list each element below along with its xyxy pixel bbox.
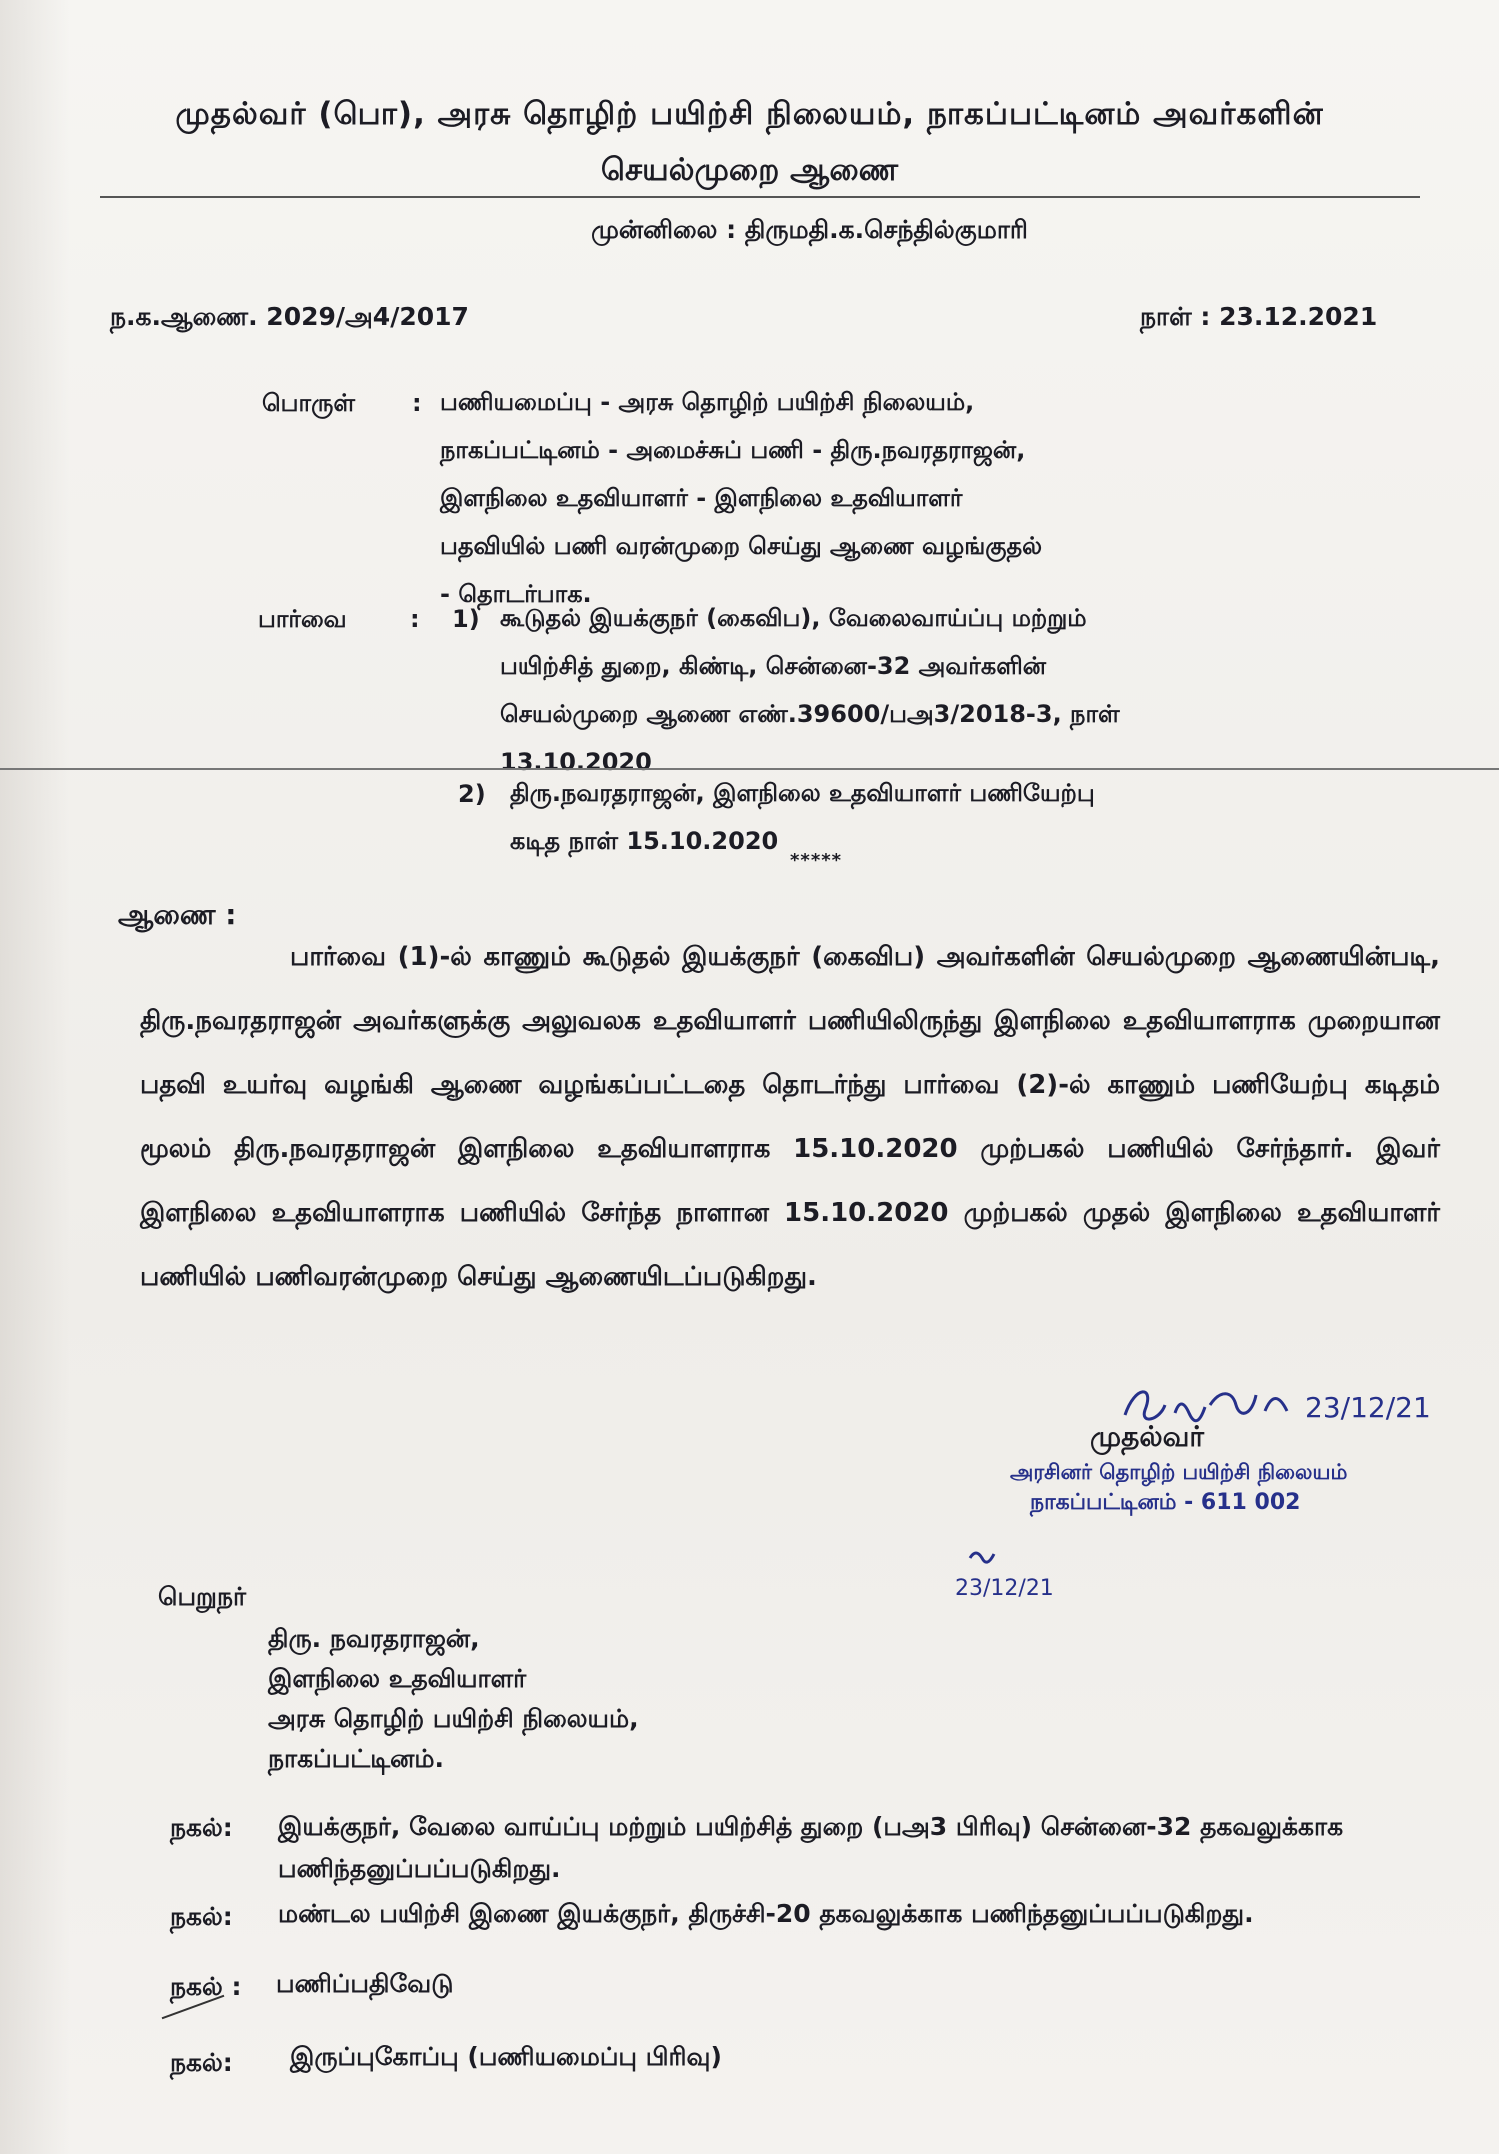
copy-label: நகல்: xyxy=(170,2048,233,2077)
office-stamp-line1: அரசினர் தொழிற் பயிற்சி நிலையம் xyxy=(1010,1460,1348,1484)
reference-line: பயிற்சித் துறை, கிண்டி, சென்னை-32 அவர்களின் xyxy=(500,652,1046,680)
reference-number: ந.க.ஆணை. 2029/அ4/2017 xyxy=(110,302,469,331)
reference-line: திரு.நவரதராஜன், இளநிலை உதவியாளர் பணியேற்பு xyxy=(510,779,1095,807)
subject-line: நாகப்பட்டினம் - அமைச்சுப் பணி - திரு.நவரதராஜன், xyxy=(440,436,1026,464)
order-heading: ஆணை : xyxy=(118,898,237,931)
reference-1-block xyxy=(500,594,1220,786)
subject-block xyxy=(440,378,1210,618)
subject-label: பொருள் xyxy=(262,389,355,417)
reference-label: பார்வை xyxy=(258,605,347,633)
recipient-label: பெறுநர் xyxy=(158,1582,247,1611)
reference-line: 13.10.2020 xyxy=(500,748,652,776)
copy-line: இயக்குநர், வேலை வாய்ப்பு மற்றும் பயிற்சித் துறை (பஅ3 பிரிவு) சென்னை-32 தகவலுக்காக xyxy=(278,1812,1344,1841)
copy-3 xyxy=(276,1963,1376,2005)
document-title: முதல்வர் (பொ), அரசு தொழிற் பயிற்சி நிலையம், நாகப்பட்டினம் அவர்களின் xyxy=(175,96,1324,132)
copy-label: நகல்: xyxy=(170,1902,233,1931)
dispatch-initial xyxy=(950,1540,1070,1610)
reference-line: கூடுதல் இயக்குநர் (கைவிப), வேலைவாய்ப்பு மற்றும் xyxy=(500,604,1087,632)
reference-2-number: 2) xyxy=(458,780,486,808)
page-edge-shadow xyxy=(0,0,70,2154)
reference-line: செயல்முறை ஆணை எண்.39600/பஅ3/2018-3, நாள் xyxy=(500,700,1120,728)
reference-line: கடித நாள் 15.10.2020 xyxy=(510,827,779,855)
subject-colon: : xyxy=(412,389,422,417)
initial-date: 23/12/21 xyxy=(955,1576,1054,1601)
reference-colon: : xyxy=(410,605,420,633)
reference-2-block xyxy=(510,769,1230,865)
header-rule xyxy=(100,196,1420,198)
recipient-line: அரசு தொழிற் பயிற்சி நிலையம், xyxy=(268,1704,639,1733)
recipient-line: நாகப்பட்டினம். xyxy=(268,1744,444,1773)
recipient-line: இளநிலை உதவியாளர் xyxy=(268,1664,527,1693)
recipient-line: திரு. நவரதராஜன், xyxy=(268,1624,480,1653)
subject-line: பணியமைப்பு - அரசு தொழிற் பயிற்சி நிலையம், xyxy=(440,388,975,416)
copy-line: இருப்புகோப்பு (பணியமைப்பு பிரிவு) xyxy=(290,2042,722,2071)
copy-4 xyxy=(290,2036,1390,2078)
signature-date: 23/12/21 xyxy=(1305,1391,1431,1424)
copy-label: நகல்: xyxy=(170,1813,233,1842)
copy-line: மண்டல பயிற்சி இணை இயக்குநர், திருச்சி-20 தகவலுக்காக பணிந்தனுப்பப்படுகிறது. xyxy=(278,1899,1254,1928)
separator-stars: ***** xyxy=(790,850,843,871)
copy-1 xyxy=(278,1806,1468,1890)
subject-line: - தொடர்பாக. xyxy=(440,580,592,608)
copy-line: பணிந்தனுப்பப்படுகிறது. xyxy=(278,1854,561,1883)
order-body: பார்வை (1)-ல் காணும் கூடுதல் இயக்குநர் (கைவிப) அவர்களின் செயல்முறை ஆணையின்படி, திரு.நவரதராஜன் அவர்களுக்கு அலுவலக உதவியாளர் பணியிலிருந்து இளநிலை உதவியாளராக முறையான பதவி உயர்வு வழங்கி ஆணை வழங்கப்பட்டதை தொடர்ந்து பார்வை (2)-ல் காணும் பணியேற்பு கடிதம் மூலம் திரு.நவரதராஜன் இளநிலை உதவியாளராக 15.10.2020 முற்பகல் பணியில் சேர்ந்தார். இவர் இளநிலை உதவியாளராக பணியில் சேர்ந்த நாளான 15.10.2020 முற்பகல் முதல் இளநிலை உதவியாளர் பணியில் பணிவரன்முறை செய்து ஆணையிடப்படுகிறது. xyxy=(140,942,1440,1292)
copy-label: நகல் : xyxy=(170,1972,242,2001)
copy-line: பணிப்பதிவேடு xyxy=(276,1969,454,1998)
reference-1-number: 1) xyxy=(452,605,480,633)
copy-2 xyxy=(278,1893,1468,1935)
document-subtitle: செயல்முறை ஆணை xyxy=(600,152,899,188)
office-stamp-line2: நாகப்பட்டினம் - 611 002 xyxy=(1030,1490,1301,1515)
signatory-designation: முதல்வர் xyxy=(1090,1420,1204,1453)
order-date: நாள் : 23.12.2021 xyxy=(1140,302,1378,331)
subject-line: இளநிலை உதவியாளர் - இளநிலை உதவியாளர் xyxy=(440,484,963,512)
subject-line: பதவியில் பணி வரன்முறை செய்து ஆணை வழங்குதல் xyxy=(440,532,1043,560)
presiding-officer: முன்னிலை : திருமதி.க.செந்தில்குமாரி xyxy=(591,215,1028,244)
